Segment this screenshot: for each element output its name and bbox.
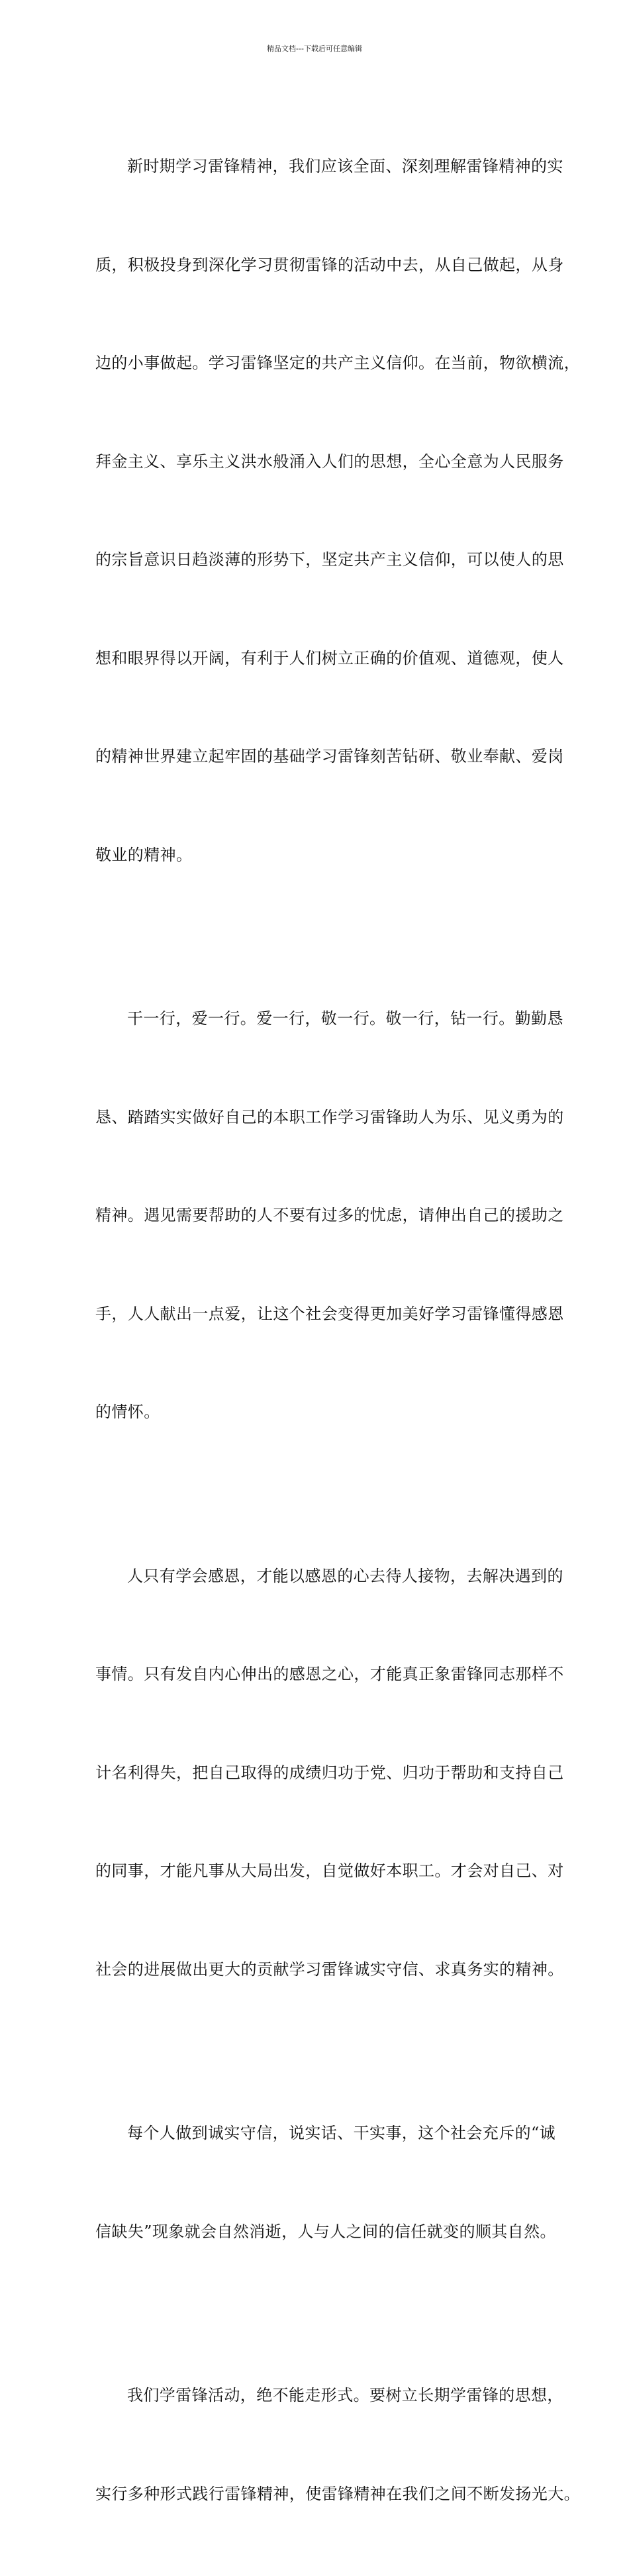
paragraph-5 (95, 2314, 580, 2576)
paragraph-line: 想和眼界得以开阔，有利于人们树立正确的价值观、道德观，使人 (95, 648, 564, 668)
paragraph-2 (95, 937, 564, 1495)
paragraph-line: 我们学雷锋活动，绝不能走形式。要树立长期学雷锋的思想， (127, 2386, 563, 2404)
paragraph-line: 实行多种形式践行雷锋精神，使雷锋精神在我们之间不断发扬光大。 (95, 2484, 580, 2503)
paragraph-line: 干一行，爱一行。爱一行，敬一行。敬一行，钻一行。勤勤恳 (127, 1009, 563, 1028)
paragraph-line: 手，人人献出一点爱，让这个社会变得更加美好学习雷锋懂得感恩 (95, 1304, 564, 1323)
document-body (95, 85, 580, 2576)
paragraph-line: 恳、踏踏实实做好自己的本职工作学习雷锋助人为乐、见义勇为的 (95, 1107, 564, 1126)
paragraph-line: 人只有学会感恩，才能以感恩的心去待人接物，去解决遇到的 (127, 1566, 563, 1585)
paragraph-line: 的宗旨意识日趋淡薄的形势下，坚定共产主义信仰，可以使人的思 (95, 550, 564, 569)
paragraph-line: 精神。遇见需要帮助的人不要有过多的忧虑，请伸出自己的援助之 (95, 1206, 564, 1224)
paragraph-line: 每个人做到诚实守信，说实话、干实事，这个社会充斥的“诚 (127, 2124, 556, 2142)
paragraph-1 (95, 85, 580, 937)
paragraph-line: 敬业的精神。 (95, 845, 193, 864)
paragraph-4 (95, 2052, 556, 2314)
paragraph-line: 质，积极投身到深化学习贯彻雷锋的活动中去，从自己做起，从身 (95, 255, 564, 274)
paragraph-line: 拜金主义、享乐主义洪水般涌入人们的思想，全心全意为人民服务 (95, 452, 564, 471)
paragraph-line: 事情。只有发自内心伸出的感恩之心，才能真正象雷锋同志那样不 (95, 1665, 564, 1683)
paragraph-line: 的情怀。 (95, 1403, 160, 1421)
paragraph-line: 的同事，才能凡事从大局出发，自觉做好本职工。才会对自己、对 (95, 1861, 564, 1880)
paragraph-line: 信缺失”现象就会自然消逝，人与人之间的信任就变的顺其自然。 (95, 2222, 556, 2241)
paragraph-line: 边的小事做起。学习雷锋坚定的共产主义信仰。在当前，物欲横流， (95, 354, 580, 372)
paragraph-line: 的精神世界建立起牢固的基础学习雷锋刻苦钻研、敬业奉献、爱岗 (95, 747, 564, 766)
page-header: 精品文档---下载后可任意编辑 (267, 44, 362, 53)
paragraph-line: 计名利得失，把自己取得的成绩归功于党、归功于帮助和支持自己 (95, 1763, 564, 1782)
paragraph-line: 新时期学习雷锋精神，我们应该全面、深刻理解雷锋精神的实 (127, 157, 563, 175)
paragraph-3 (95, 1495, 564, 2052)
paragraph-line: 社会的进展做出更大的贡献学习雷锋诚实守信、求真务实的精神。 (95, 1959, 564, 1979)
